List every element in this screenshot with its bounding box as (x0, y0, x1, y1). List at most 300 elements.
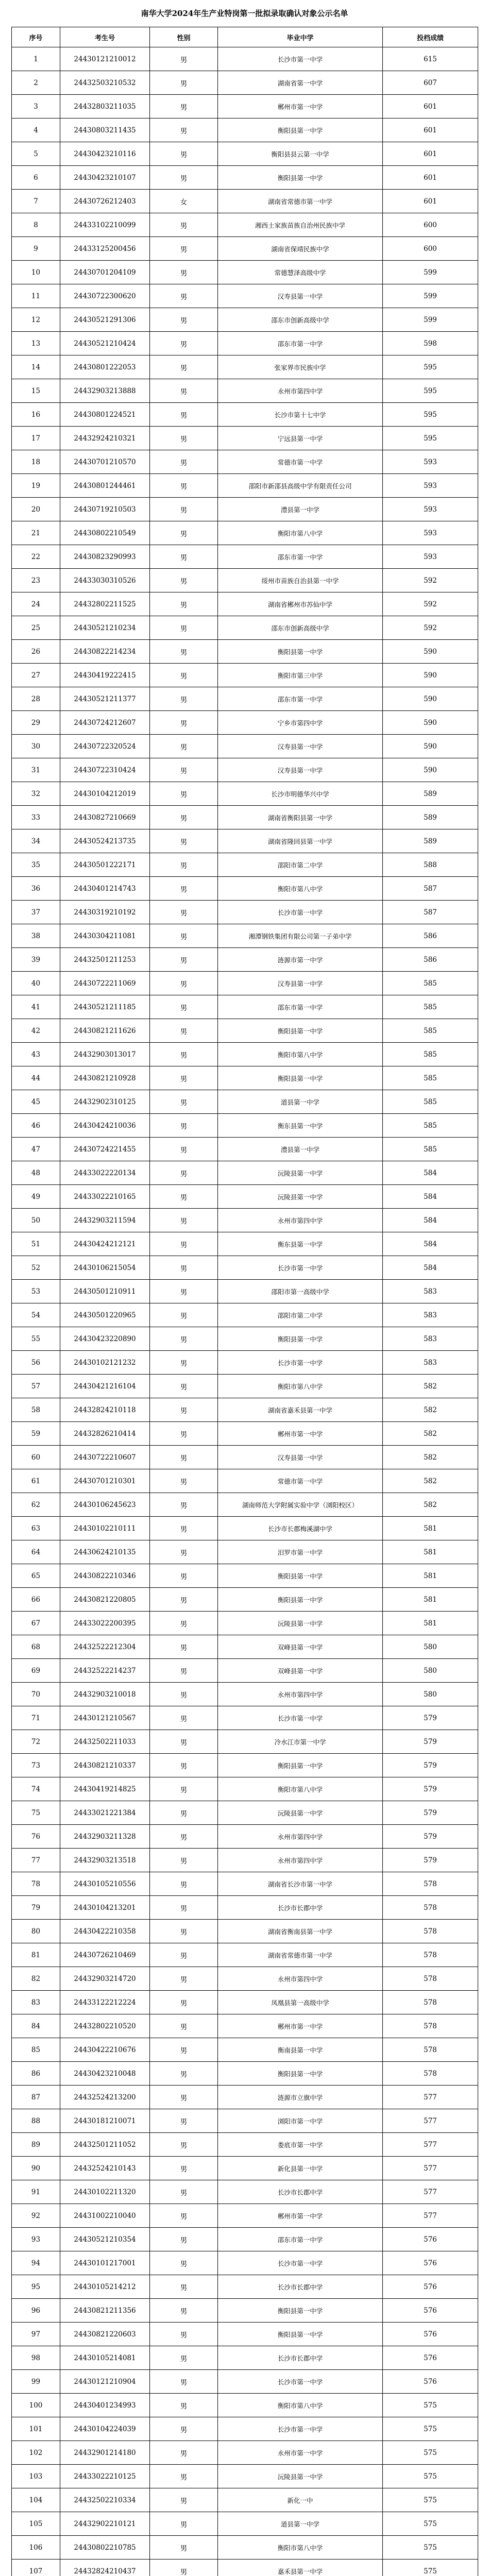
cell-school: 长沙市第一中学 (218, 901, 383, 924)
cell-school: 永州市第四中学 (218, 1683, 383, 1706)
cell-exam-id: 24432503210532 (60, 71, 150, 95)
table-row (12, 1066, 478, 1090)
cell-no: 2 (12, 71, 60, 95)
cell-exam-id: 24430823290993 (60, 545, 150, 569)
cell-gender: 男 (150, 332, 218, 355)
cell-no: 60 (12, 1446, 60, 1469)
table-row (12, 1896, 478, 1920)
cell-exam-id: 24432826210414 (60, 1422, 150, 1446)
cell-school: 永州市第四中学 (218, 1967, 383, 1991)
cell-no: 104 (12, 2488, 60, 2512)
cell-score: 601 (383, 142, 478, 166)
table-row (12, 450, 478, 474)
cell-no: 14 (12, 355, 60, 379)
cell-gender: 男 (150, 1754, 218, 1777)
table-row (12, 2417, 478, 2441)
cell-exam-id: 24430802210785 (60, 2536, 150, 2560)
cell-exam-id: 24430102121232 (60, 1351, 150, 1375)
cell-no: 9 (12, 237, 60, 261)
cell-school: 汉寿县第一中学 (218, 972, 383, 995)
cell-no: 44 (12, 1066, 60, 1090)
cell-school: 道县第一中学 (218, 1090, 383, 1114)
table-row (12, 355, 478, 379)
cell-exam-id: 24432903213888 (60, 379, 150, 403)
cell-exam-id: 24430521210424 (60, 332, 150, 355)
cell-exam-id: 24432524210143 (60, 2157, 150, 2180)
cell-school: 湘西土家族苗族自治州民族中学 (218, 213, 383, 237)
cell-gender: 男 (150, 1066, 218, 1090)
cell-score: 577 (383, 2180, 478, 2204)
cell-no: 51 (12, 1232, 60, 1256)
cell-score: 590 (383, 735, 478, 758)
cell-school: 长沙市第十七中学 (218, 403, 383, 427)
cell-gender: 男 (150, 1375, 218, 1398)
cell-school: 湖南省常德市第一中学 (218, 1943, 383, 1967)
cell-school: 衡阳市第三中学 (218, 664, 383, 687)
cell-no: 12 (12, 308, 60, 332)
cell-exam-id: 24430501220965 (60, 1303, 150, 1327)
cell-exam-id: 24433122212224 (60, 1991, 150, 2014)
cell-exam-id: 24432902310125 (60, 1090, 150, 1114)
cell-no: 47 (12, 1138, 60, 1161)
cell-school: 沅陵县第一中学 (218, 1185, 383, 1209)
cell-school: 邵东市创新高级中学 (218, 616, 383, 640)
cell-score: 595 (383, 379, 478, 403)
cell-no: 76 (12, 1825, 60, 1849)
cell-gender: 男 (150, 1777, 218, 1801)
cell-score: 593 (383, 474, 478, 498)
cell-no: 88 (12, 2109, 60, 2133)
cell-school: 沅陵县第一中学 (218, 1612, 383, 1635)
cell-score: 601 (383, 95, 478, 118)
cell-gender: 男 (150, 474, 218, 498)
cell-score: 575 (383, 2512, 478, 2536)
cell-school: 永州市第四中学 (218, 1825, 383, 1849)
cell-gender: 男 (150, 95, 218, 118)
cell-no: 64 (12, 1540, 60, 1564)
table-row (12, 1540, 478, 1564)
cell-exam-id: 24432524213200 (60, 2086, 150, 2109)
cell-no: 22 (12, 545, 60, 569)
table-row (12, 901, 478, 924)
cell-gender: 男 (150, 1564, 218, 1588)
cell-school: 长沙市第一中学 (218, 47, 383, 71)
cell-no: 72 (12, 1730, 60, 1754)
cell-no: 29 (12, 711, 60, 735)
cell-gender: 男 (150, 1090, 218, 1114)
cell-school: 湖南省长沙市第一中学 (218, 1872, 383, 1896)
table-row (12, 2370, 478, 2394)
cell-score: 586 (383, 924, 478, 948)
cell-score: 576 (383, 2370, 478, 2394)
cell-exam-id: 24432902210121 (60, 2512, 150, 2536)
cell-score: 601 (383, 118, 478, 142)
cell-gender: 男 (150, 166, 218, 190)
header-school: 毕业中学 (218, 27, 383, 47)
table-row (12, 995, 478, 1019)
cell-gender: 男 (150, 403, 218, 427)
table-row (12, 1849, 478, 1872)
table-row (12, 735, 478, 758)
table-row (12, 1564, 478, 1588)
cell-exam-id: 24430423210107 (60, 166, 150, 190)
cell-school: 娄底市第一中学 (218, 2133, 383, 2157)
cell-exam-id: 24433102210099 (60, 213, 150, 237)
cell-score: 600 (383, 213, 478, 237)
table-row (12, 545, 478, 569)
cell-exam-id: 24430121210904 (60, 2370, 150, 2394)
cell-score: 585 (383, 1019, 478, 1043)
table-row (12, 474, 478, 498)
cell-score: 575 (383, 2441, 478, 2465)
table-row (12, 664, 478, 687)
cell-exam-id: 24430724212607 (60, 711, 150, 735)
cell-no: 46 (12, 1114, 60, 1138)
cell-school: 邵东市第一中学 (218, 545, 383, 569)
table-row (12, 924, 478, 948)
cell-school: 双峰县第一中学 (218, 1635, 383, 1659)
cell-school: 邵东市第一中学 (218, 687, 383, 711)
cell-school: 新化县第一中学 (218, 2157, 383, 2180)
cell-exam-id: 24430722310424 (60, 758, 150, 782)
table-row (12, 2299, 478, 2323)
cell-school: 湘潭钢铁集团有限公司第一子弟中学 (218, 924, 383, 948)
cell-no: 4 (12, 118, 60, 142)
cell-exam-id: 24430726210469 (60, 1943, 150, 1967)
cell-gender: 男 (150, 711, 218, 735)
cell-score: 575 (383, 2417, 478, 2441)
cell-score: 599 (383, 284, 478, 308)
cell-gender: 男 (150, 569, 218, 592)
cell-score: 580 (383, 1659, 478, 1683)
cell-exam-id: 24430422210358 (60, 1920, 150, 1943)
cell-gender: 男 (150, 545, 218, 569)
table-row (12, 2275, 478, 2299)
table-row (12, 782, 478, 806)
cell-gender: 男 (150, 1730, 218, 1754)
cell-score: 582 (383, 1469, 478, 1493)
cell-exam-id: 24430419222415 (60, 664, 150, 687)
cell-school: 衡阳市第八中学 (218, 1043, 383, 1066)
cell-no: 36 (12, 877, 60, 901)
table-row (12, 711, 478, 735)
cell-exam-id: 24430722320524 (60, 735, 150, 758)
cell-gender: 女 (150, 190, 218, 213)
cell-score: 581 (383, 1588, 478, 1612)
cell-no: 107 (12, 2560, 60, 2576)
cell-gender: 男 (150, 2394, 218, 2417)
cell-no: 86 (12, 2062, 60, 2086)
cell-no: 39 (12, 948, 60, 972)
cell-school: 邵阳市第一高级中学 (218, 1280, 383, 1303)
cell-score: 584 (383, 1185, 478, 1209)
cell-school: 常德慧泽高级中学 (218, 261, 383, 284)
cell-school: 常德市第一中学 (218, 450, 383, 474)
cell-exam-id: 24430822210346 (60, 1564, 150, 1588)
table-row (12, 1280, 478, 1303)
cell-gender: 男 (150, 1943, 218, 1967)
cell-score: 593 (383, 450, 478, 474)
table-row (12, 261, 478, 284)
table-row (12, 2086, 478, 2109)
cell-gender: 男 (150, 664, 218, 687)
table-row (12, 1043, 478, 1066)
table-row (12, 972, 478, 995)
cell-gender: 男 (150, 1327, 218, 1351)
cell-school: 衡阳市第八中学 (218, 521, 383, 545)
cell-score: 585 (383, 1066, 478, 1090)
cell-school: 衡阳县第一中学 (218, 1019, 383, 1043)
cell-exam-id: 24430401234993 (60, 2394, 150, 2417)
cell-exam-id: 24430801222053 (60, 355, 150, 379)
cell-gender: 男 (150, 1351, 218, 1375)
table-row (12, 1351, 478, 1375)
cell-no: 25 (12, 616, 60, 640)
cell-exam-id: 24430524213735 (60, 829, 150, 853)
cell-no: 79 (12, 1896, 60, 1920)
cell-school: 涟源市第一中学 (218, 948, 383, 972)
cell-score: 589 (383, 806, 478, 829)
cell-no: 28 (12, 687, 60, 711)
cell-exam-id: 24432903211594 (60, 1209, 150, 1232)
cell-no: 92 (12, 2204, 60, 2228)
cell-exam-id: 24430121210012 (60, 47, 150, 71)
cell-exam-id: 24431002210040 (60, 2204, 150, 2228)
cell-school: 涟源市立旗中学 (218, 2086, 383, 2109)
cell-school: 邵东市创新高级中学 (218, 308, 383, 332)
cell-gender: 男 (150, 1019, 218, 1043)
cell-no: 20 (12, 498, 60, 521)
cell-gender: 男 (150, 521, 218, 545)
cell-gender: 男 (150, 1612, 218, 1635)
cell-exam-id: 24430722300620 (60, 284, 150, 308)
cell-exam-id: 24430719210503 (60, 498, 150, 521)
table-row (12, 2536, 478, 2560)
cell-score: 598 (383, 332, 478, 355)
cell-exam-id: 24430423210116 (60, 142, 150, 166)
table-row (12, 2346, 478, 2370)
cell-exam-id: 24430821210337 (60, 1754, 150, 1777)
cell-no: 17 (12, 427, 60, 450)
table-row (12, 190, 478, 213)
cell-exam-id: 24432903211328 (60, 1825, 150, 1849)
table-row (12, 687, 478, 711)
cell-gender: 男 (150, 1588, 218, 1612)
cell-no: 10 (12, 261, 60, 284)
cell-no: 96 (12, 2299, 60, 2323)
cell-gender: 男 (150, 2014, 218, 2038)
cell-gender: 男 (150, 1706, 218, 1730)
cell-no: 84 (12, 2014, 60, 2038)
cell-score: 579 (383, 1801, 478, 1825)
cell-school: 衡阳市第八中学 (218, 877, 383, 901)
cell-gender: 男 (150, 1920, 218, 1943)
cell-score: 577 (383, 2157, 478, 2180)
cell-score: 590 (383, 687, 478, 711)
table-row (12, 403, 478, 427)
cell-school: 湖南省郴州市苏仙中学 (218, 592, 383, 616)
cell-gender: 男 (150, 2370, 218, 2394)
cell-gender: 男 (150, 924, 218, 948)
cell-school: 湖南省衡南县第一中学 (218, 1920, 383, 1943)
cell-no: 18 (12, 450, 60, 474)
cell-gender: 男 (150, 2465, 218, 2488)
cell-gender: 男 (150, 2157, 218, 2180)
cell-gender: 男 (150, 1422, 218, 1446)
cell-school: 郴州市第一中学 (218, 95, 383, 118)
cell-no: 71 (12, 1706, 60, 1730)
table-row (12, 332, 478, 355)
cell-gender: 男 (150, 948, 218, 972)
table-row (12, 1517, 478, 1540)
table-row (12, 521, 478, 545)
table-row (12, 2180, 478, 2204)
cell-score: 575 (383, 2465, 478, 2488)
cell-exam-id: 24430424212121 (60, 1232, 150, 1256)
cell-school: 邵东市第一中学 (218, 2228, 383, 2251)
cell-score: 582 (383, 1446, 478, 1469)
cell-no: 19 (12, 474, 60, 498)
cell-school: 衡阳县第一中学 (218, 2323, 383, 2346)
cell-exam-id: 24430401214743 (60, 877, 150, 901)
cell-school: 衡阳县第一中学 (218, 1066, 383, 1090)
cell-no: 74 (12, 1777, 60, 1801)
cell-score: 578 (383, 1872, 478, 1896)
cell-score: 578 (383, 1991, 478, 2014)
cell-school: 双峰县第一中学 (218, 1659, 383, 1683)
cell-school: 衡阳县县云第一中学 (218, 142, 383, 166)
cell-score: 575 (383, 2536, 478, 2560)
cell-gender: 男 (150, 2512, 218, 2536)
cell-gender: 男 (150, 1469, 218, 1493)
cell-exam-id: 24432803211035 (60, 95, 150, 118)
cell-gender: 男 (150, 2299, 218, 2323)
cell-gender: 男 (150, 1849, 218, 1872)
cell-school: 冷水江市第一中学 (218, 1730, 383, 1754)
table-row (12, 1801, 478, 1825)
cell-gender: 男 (150, 379, 218, 403)
table-row (12, 118, 478, 142)
cell-school: 沅陵县第一中学 (218, 1801, 383, 1825)
cell-exam-id: 24430419214825 (60, 1777, 150, 1801)
table-row (12, 1920, 478, 1943)
cell-score: 576 (383, 2323, 478, 2346)
cell-exam-id: 24430422210676 (60, 2038, 150, 2062)
cell-gender: 男 (150, 2109, 218, 2133)
cell-score: 584 (383, 1161, 478, 1185)
cell-gender: 男 (150, 1303, 218, 1327)
cell-school: 衡阳市第八中学 (218, 2536, 383, 2560)
cell-gender: 男 (150, 735, 218, 758)
cell-gender: 男 (150, 2133, 218, 2157)
cell-gender: 男 (150, 1872, 218, 1896)
cell-gender: 男 (150, 2346, 218, 2370)
cell-score: 583 (383, 1303, 478, 1327)
cell-score: 579 (383, 1777, 478, 1801)
cell-gender: 男 (150, 498, 218, 521)
table-row (12, 1612, 478, 1635)
table-row (12, 1588, 478, 1612)
cell-score: 588 (383, 853, 478, 877)
cell-no: 63 (12, 1517, 60, 1540)
cell-no: 55 (12, 1327, 60, 1351)
cell-gender: 男 (150, 616, 218, 640)
cell-school: 长沙市第一中学 (218, 1706, 383, 1730)
cell-exam-id: 24430821211356 (60, 2299, 150, 2323)
table-row (12, 616, 478, 640)
cell-school: 衡阳县第一中学 (218, 1327, 383, 1351)
cell-gender: 男 (150, 2086, 218, 2109)
cell-school: 湖南省隆回县第一中学 (218, 829, 383, 853)
cell-school: 长沙市长郡中学 (218, 2180, 383, 2204)
table-row (12, 2204, 478, 2228)
cell-gender: 男 (150, 1185, 218, 1209)
cell-no: 68 (12, 1635, 60, 1659)
table-row (12, 498, 478, 521)
cell-no: 95 (12, 2275, 60, 2299)
cell-exam-id: 24430821220603 (60, 2323, 150, 2346)
cell-score: 575 (383, 2394, 478, 2417)
cell-school: 汉寿县第一中学 (218, 758, 383, 782)
cell-score: 581 (383, 1517, 478, 1540)
cell-score: 590 (383, 758, 478, 782)
cell-exam-id: 24430827210669 (60, 806, 150, 829)
cell-gender: 男 (150, 71, 218, 95)
cell-exam-id: 24432901214180 (60, 2441, 150, 2465)
cell-no: 7 (12, 190, 60, 213)
cell-score: 593 (383, 545, 478, 569)
cell-no: 98 (12, 2346, 60, 2370)
cell-no: 59 (12, 1422, 60, 1446)
table-row (12, 284, 478, 308)
cell-score: 579 (383, 1754, 478, 1777)
cell-score: 580 (383, 1635, 478, 1659)
cell-no: 21 (12, 521, 60, 545)
cell-no: 54 (12, 1303, 60, 1327)
cell-gender: 男 (150, 592, 218, 616)
cell-exam-id: 24433125200456 (60, 237, 150, 261)
table-row (12, 1730, 478, 1754)
cell-exam-id: 24430105210556 (60, 1872, 150, 1896)
cell-gender: 男 (150, 450, 218, 474)
cell-no: 26 (12, 640, 60, 664)
cell-gender: 男 (150, 1232, 218, 1256)
cell-score: 576 (383, 2275, 478, 2299)
cell-score: 595 (383, 403, 478, 427)
cell-gender: 男 (150, 237, 218, 261)
cell-gender: 男 (150, 829, 218, 853)
cell-no: 23 (12, 569, 60, 592)
cell-no: 43 (12, 1043, 60, 1066)
cell-no: 85 (12, 2038, 60, 2062)
cell-score: 582 (383, 1493, 478, 1517)
cell-no: 58 (12, 1398, 60, 1422)
table-row (12, 2323, 478, 2346)
cell-no: 38 (12, 924, 60, 948)
cell-exam-id: 24432802211525 (60, 592, 150, 616)
cell-no: 3 (12, 95, 60, 118)
table-row (12, 166, 478, 190)
cell-school: 嘉禾县第一中学 (218, 2560, 383, 2576)
cell-exam-id: 24432903214720 (60, 1967, 150, 1991)
cell-school: 永州市第四中学 (218, 1849, 383, 1872)
cell-no: 42 (12, 1019, 60, 1043)
cell-exam-id: 24430822214234 (60, 640, 150, 664)
cell-exam-id: 24432903013017 (60, 1043, 150, 1066)
cell-score: 585 (383, 1043, 478, 1066)
cell-exam-id: 24430501210911 (60, 1280, 150, 1303)
cell-school: 郴州市第一中学 (218, 2204, 383, 2228)
